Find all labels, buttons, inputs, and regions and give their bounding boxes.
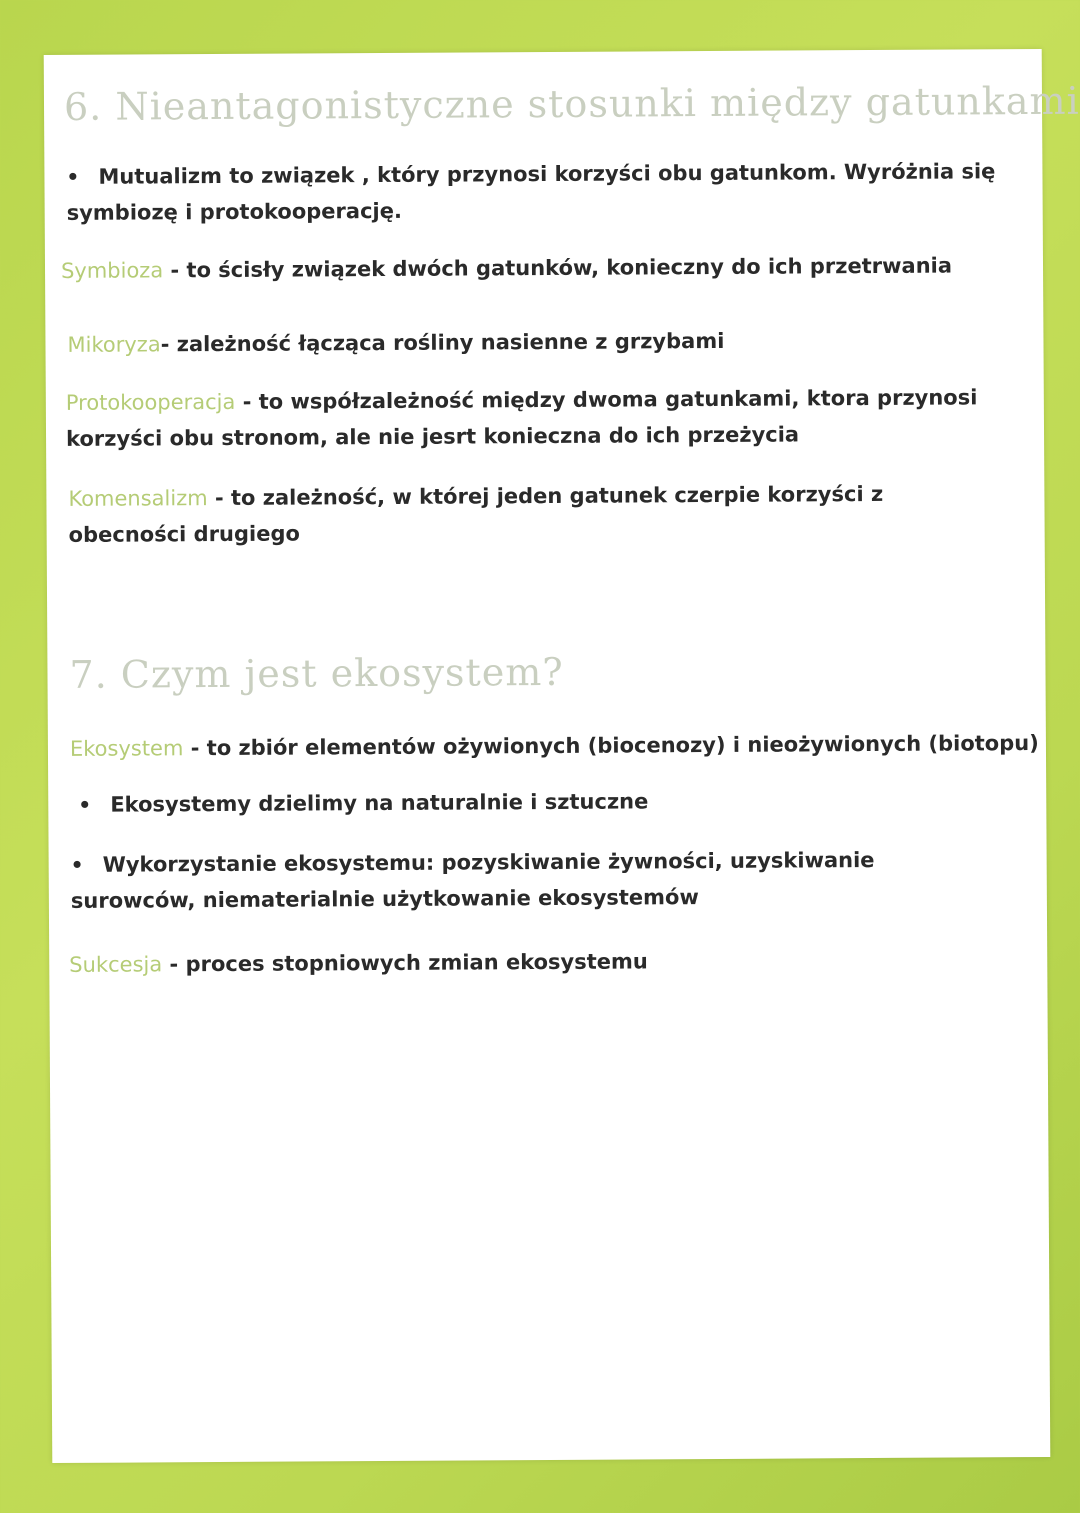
- definition-protokooperacja-text: - to współzależność między dwoma gatunkami, ktora przynosi korzyści obu stronom, ale nie jesrt konieczna do ich przeżycia: [65, 385, 978, 451]
- term-symbioza: Symbioza: [60, 258, 164, 283]
- definition-symbioza: [61, 247, 1011, 289]
- definition-sukcesja: [69, 941, 999, 983]
- section-6-heading: [64, 79, 1080, 129]
- ecosystem-bullet-1: [78, 781, 998, 823]
- definition-symbioza-text: - to ścisły związek dwóch gatunków, konieczny do ich przetrwania: [163, 253, 953, 283]
- term-sukcesja: Sukcesja: [69, 952, 163, 977]
- paper-sheet: [44, 49, 1080, 1463]
- definition-protokooperacja: [66, 379, 986, 457]
- definition-ekosystem-text: - to zbiór elementów ożywionych (biocenozy) i nieożywionych (biotopu): [183, 730, 1039, 761]
- definition-mikoryza-text: - zależność łącząca rośliny nasienne z grzybami: [160, 328, 725, 357]
- bullet-icon: •: [78, 792, 92, 817]
- term-komensalizm: Komensalizm: [68, 486, 208, 511]
- term-mikoryza: Mikoryza: [67, 332, 161, 357]
- ecosystem-bullet-2: [71, 841, 1006, 919]
- definition-komensalizm: [68, 475, 1003, 553]
- mutualism-text: Mutualizm to związek , który przynosi korzyści obu gatunkom. Wyróżnia się symbiozę i protokooperację.: [66, 159, 996, 225]
- definition-ekosystem: [70, 725, 1040, 767]
- definition-sukcesja-text: - proces stopniowych zmian ekosystemu: [162, 949, 648, 977]
- bullet-icon: •: [70, 852, 84, 877]
- term-ekosystem: Ekosystem: [69, 736, 184, 761]
- ecosystem-bullet-1-text: Ekosystemy dzielimy na naturalnie i sztuczne: [110, 789, 649, 817]
- ecosystem-bullet-2-text: Wykorzystanie ekosystemu: pozyskiwanie żywności, uzyskiwanie surowców, niematerialnie użytkowanie ekosystemów: [70, 848, 875, 913]
- term-protokooperacja: Protokooperacja: [65, 389, 236, 415]
- mutualism-paragraph: [66, 153, 996, 231]
- bullet-icon: •: [66, 164, 80, 189]
- definition-komensalizm-text: - to zależność, w której jeden gatunek czerpie korzyści z obecności drugiego: [68, 481, 884, 547]
- section-7-heading-text: 7. Czym jest ekosystem?: [69, 649, 564, 697]
- section-7-heading: [69, 650, 563, 697]
- section-6-heading-text: 6. Nieantagonistyczne stosunki między gatunkami: [63, 78, 1080, 129]
- definition-mikoryza: [67, 321, 997, 363]
